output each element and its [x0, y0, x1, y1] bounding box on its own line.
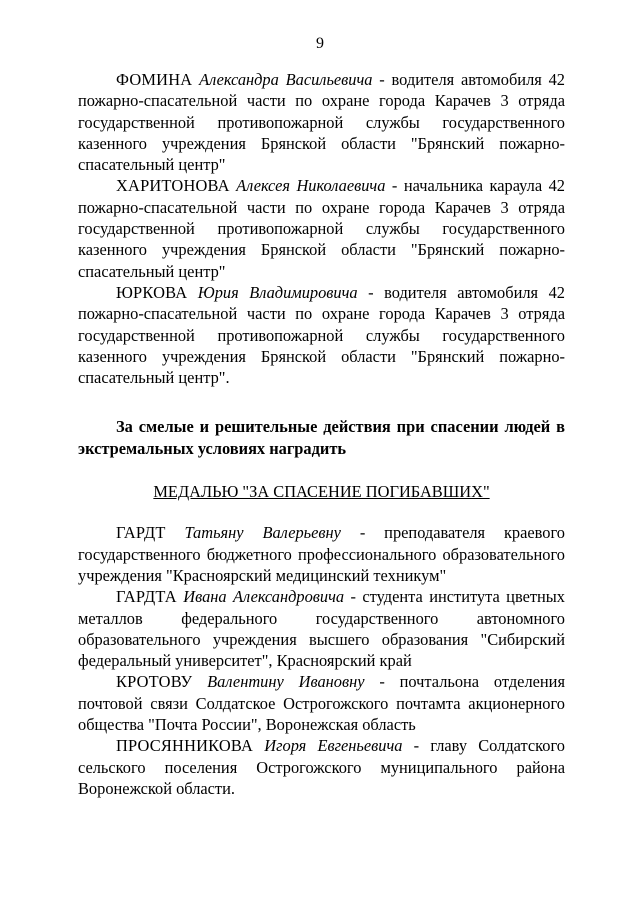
- recipient-position: - водителя автомобиля 42 пожарно-спасательной части по охране города Карачев 3 отряда государственной противопожарной службы государственного казенного учреждения Брянской области "Брянский пожарно-спасательный центр": [78, 70, 565, 175]
- recipient-name: Татьяну Валерьевну: [184, 523, 341, 543]
- recipient-name: Юрия Владимировича: [197, 282, 358, 302]
- recipient-name: Игоря Евгеньевича: [264, 736, 403, 756]
- award-entry: [78, 175, 565, 281]
- award-intro: За смелые и решительные действия при спасении людей в экстремальных условиях наградить: [78, 417, 565, 458]
- medal-title: МЕДАЛЬЮ "ЗА СПАСЕНИЕ ПОГИБАВШИХ": [153, 482, 490, 502]
- award-entry: [78, 735, 565, 799]
- recipient-position: - почтальона отделения почтовой связи Солдатское Острогожского почтамта акционерного общества "Почта России", Воронежская область: [78, 672, 565, 735]
- recipient-name: Ивана Александровича: [183, 587, 345, 607]
- award-entry: [78, 586, 565, 671]
- recipient-position: - главу Солдатского сельского поселения Острогожского муниципального района Воронежской области.: [78, 736, 565, 798]
- recipient-name: Алексея Николаевича: [236, 176, 386, 196]
- recipient-position: - водителя автомобиля 42 пожарно-спасательной части по охране города Карачев 3 отряда государственной противопожарной службы государственного казенного учреждения Брянской области "Брянский пожарно-спасательный центр".: [78, 282, 565, 388]
- recipient-surname: ГАРДТ: [116, 523, 166, 543]
- recipient-surname: ХАРИТОНОВА: [116, 176, 230, 196]
- award-entry: [78, 671, 565, 735]
- page-number: 9: [316, 35, 324, 52]
- recipient-position: - преподавателя краевого государственного бюджетного профессионального образовательного учреждения "Красноярский медицинский техникум": [78, 523, 565, 585]
- award-entry: [78, 282, 565, 388]
- award-entry: [78, 69, 565, 175]
- recipient-surname: ПРОСЯННИКОВА: [116, 736, 254, 756]
- document-body: [78, 69, 565, 799]
- award-entry: [78, 522, 565, 586]
- recipient-position: - начальника караула 42 пожарно-спасательной части по охране города Карачев 3 отряда государственной противопожарной службы государственного казенного учреждения Брянской области "Брянский пожарно-спасательный центр": [78, 176, 565, 281]
- recipient-position: - студента института цветных металлов федерального государственного автономного образовательного учреждения высшего образования "Сибирский федеральный университет", Красноярский край: [78, 587, 566, 671]
- recipient-surname: КРОТОВУ: [116, 672, 193, 692]
- recipient-surname: ГАРДТА: [116, 587, 177, 607]
- recipient-surname: ЮРКОВА: [116, 282, 188, 302]
- recipient-name: Александра Васильевича: [199, 70, 373, 89]
- recipient-surname: ФОМИНА: [116, 70, 193, 89]
- recipient-name: Валентину Ивановну: [207, 672, 365, 692]
